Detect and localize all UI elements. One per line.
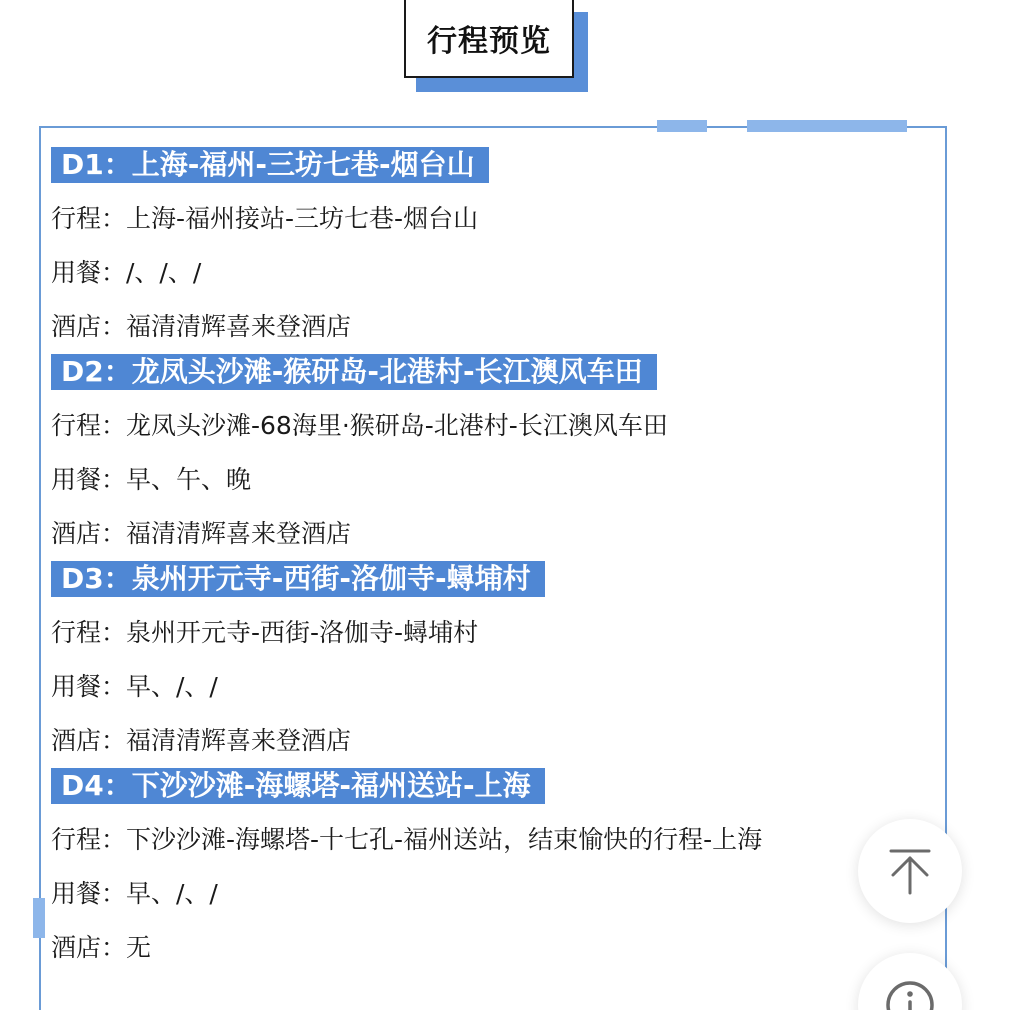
day-hotel: 酒店：无 [51, 933, 152, 962]
day-section-3 [51, 561, 931, 768]
frame-decoration-bar [657, 120, 707, 132]
page-title: 行程预览 [404, 0, 574, 78]
day-hotel: 酒店：福清清辉喜来登酒店 [51, 726, 352, 755]
day-heading: D2：龙凤头沙滩-猴研岛-北港村-长江澳风车田 [51, 354, 657, 390]
arrow-up-to-top-icon [885, 846, 935, 896]
itinerary-content [51, 147, 931, 975]
day-route: 行程：下沙沙滩-海螺塔-十七孔-福州送站，结束愉快的行程-上海 [51, 825, 763, 854]
day-meals: 用餐：早、午、晚 [51, 465, 252, 494]
frame-decoration-bar [747, 120, 907, 132]
day-heading: D1：上海-福州-三坊七巷-烟台山 [51, 147, 489, 183]
day-heading: D3：泉州开元寺-西街-洛伽寺-蟳埔村 [51, 561, 545, 597]
day-hotel: 酒店：福清清辉喜来登酒店 [51, 312, 352, 341]
day-meals: 用餐：/、/、/ [51, 258, 202, 287]
day-route: 行程：龙凤头沙滩-68海里·猴研岛-北港村-长江澳风车田 [51, 411, 668, 440]
day-meals: 用餐：早、/、/ [51, 672, 218, 701]
day-section-1 [51, 147, 931, 354]
day-heading: D4：下沙沙滩-海螺塔-福州送站-上海 [51, 768, 545, 804]
frame-side-marker [33, 898, 45, 938]
day-section-4 [51, 768, 931, 975]
day-route: 行程：泉州开元寺-西街-洛伽寺-蟳埔村 [51, 618, 479, 647]
back-to-top-button[interactable] [858, 819, 962, 923]
info-icon [884, 979, 936, 1010]
day-section-2 [51, 354, 931, 561]
day-hotel: 酒店：福清清辉喜来登酒店 [51, 519, 352, 548]
day-meals: 用餐：早、/、/ [51, 879, 218, 908]
day-route: 行程：上海-福州接站-三坊七巷-烟台山 [51, 204, 479, 233]
